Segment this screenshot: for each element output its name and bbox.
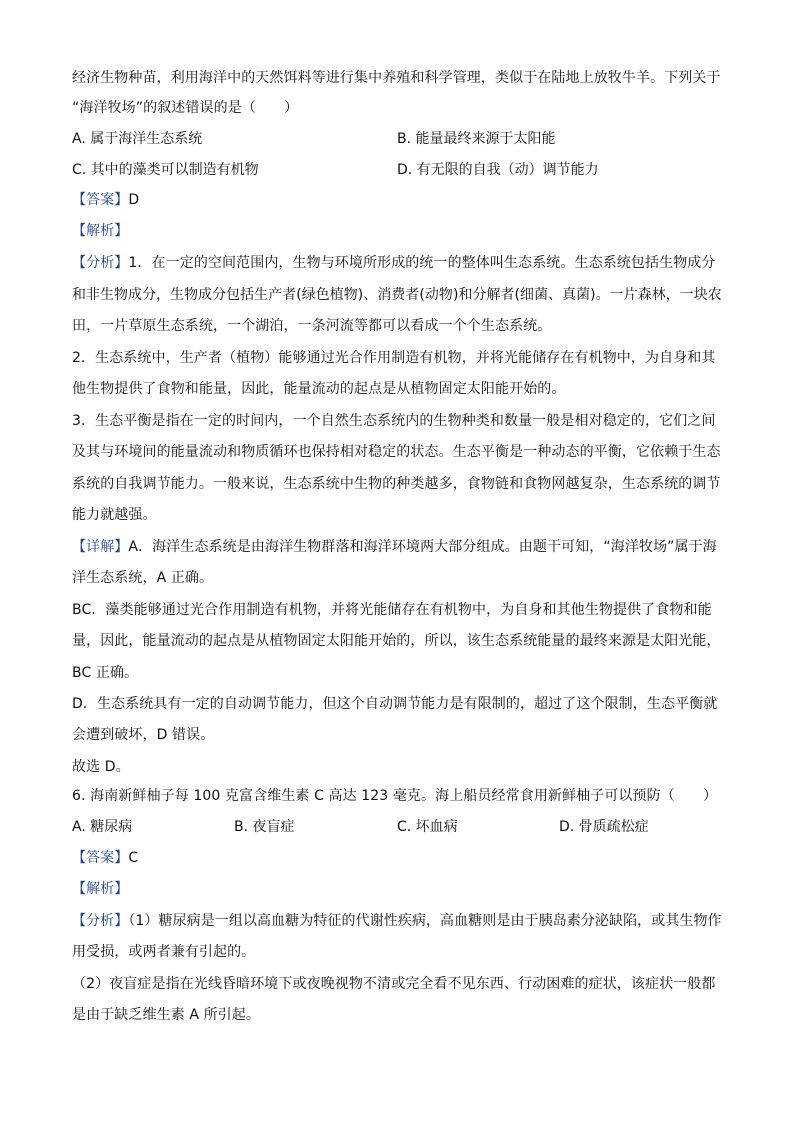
q5-fenxi-line-3: 田，一片草原生态系统，一个湖泊，一条河流等都可以看成一个个生态系统。 <box>72 318 552 334</box>
q5-fenxi-line-1 <box>72 253 716 273</box>
fenxi-tag: 【分析】 <box>72 913 129 929</box>
q6-option-a: A. 糖尿病 <box>72 819 133 835</box>
q5-fenxi-line-2: 和非生物成分，生物成分包括生产者(绿色植物)、消费者(动物)和分解者(细菌、真菌)。一片森林，一块农 <box>72 287 722 303</box>
q5-stem-line-2: “海洋牧场”的叙述错误的是（ ） <box>72 100 299 116</box>
q5-xiangjie-line-6: D．生态系统具有一定的自动调节能力，但这个自动调节能力是有限制的，超过了这个限制，生态平衡就 <box>72 696 718 712</box>
q6-answer-line <box>72 848 138 868</box>
q5-xiangjie-line-3: BC．藻类能够通过光合作用制造有机物，并将光能储存在有机物中，为自身和其他生物提供了食物和能 <box>72 602 712 618</box>
q6-fenxi-line-3: （2）夜盲症是指在光线昏暗环境下或夜晚视物不清或完全看不见东西、行动困难的症状，该症状一般都 <box>72 976 716 992</box>
q6-fenxi-line-2: 用受损，或两者兼有引起的。 <box>72 944 256 960</box>
answer-tag: 【答案】 <box>72 192 129 208</box>
q5-xiangjie-line-1 <box>72 537 717 557</box>
q5-xiangjie-line-5: BC 正确。 <box>72 665 139 681</box>
q5-option-a: A. 属于海洋生态系统 <box>72 131 203 147</box>
fenxi-text: （1）糖尿病是一组以高血糖为特征的代谢性疾病，高血糖则是由于胰岛素分泌缺陷，或其生物作 <box>128 913 722 929</box>
fenxi-text: 1．在一定的空间范围内，生物与环境所形成的统一的整体叫生态系统。生态系统包括生物成分 <box>128 255 716 271</box>
q5-fenxi-line-7: 及其与环境间的能量流动和物质循环也保持相对稳定的状态。生态平衡是一种动态的平衡，它依赖于生态 <box>72 444 721 460</box>
q5-xiangjie-line-4: 量，因此，能量流动的起点是从植物固定太阳能开始的，所以，该生态系统能量的最终来源是太阳光能， <box>72 633 721 649</box>
q5-option-b: B. 能量最终来源于太阳能 <box>397 131 556 147</box>
q6-fenxi-line-4: 是由于缺乏维生素 A 所引起。 <box>72 1007 260 1023</box>
q5-fenxi-line-8: 系统的自我调节能力。一般来说，生态系统中生物的种类越多，食物链和食物网越复杂，生态系统的调节 <box>72 476 721 492</box>
q5-option-d: D. 有无限的自我（动）调节能力 <box>397 162 599 178</box>
q5-stem-line-1: 经济生物种苗，利用海洋中的天然饵料等进行集中养殖和科学管理，类似于在陆地上放牧牛羊。下列关于 <box>72 70 721 86</box>
q5-fenxi-line-5: 他生物提供了食物和能量，因此，能量流动的起点是从植物固定太阳能开始的。 <box>72 381 566 397</box>
q6-option-c: C. 坏血病 <box>397 819 458 835</box>
q5-fenxi-line-9: 能力就越强。 <box>72 507 157 523</box>
fenxi-tag: 【分析】 <box>72 255 129 271</box>
analysis-tag: 【解析】 <box>72 223 129 239</box>
q6-option-b: B. 夜盲症 <box>234 819 295 835</box>
xiangjie-tag: 【详解】 <box>72 539 129 555</box>
answer-value: C <box>128 850 139 866</box>
q5-option-c: C. 其中的藻类可以制造有机物 <box>72 162 259 178</box>
q6-fenxi-line-1 <box>72 911 722 931</box>
xiangjie-text: A．海洋生态系统是由海洋生物群落和海洋环境两大部分组成。由题干可知，“海洋牧场”属于海 <box>128 539 717 555</box>
q5-xiangjie-line-7: 会遭到破坏，D 错误。 <box>72 727 215 743</box>
answer-tag: 【答案】 <box>72 850 129 866</box>
q6-stem: 6. 海南新鲜柚子每 100 克富含维生素 C 高达 123 毫克。海上船员经常食用新鲜柚子可以预防（ ） <box>72 788 718 804</box>
q5-answer-line <box>72 190 139 210</box>
q5-fenxi-line-6: 3．生态平衡是指在一定的时间内，一个自然生态系统内的生物种类和数量一般是相对稳定的，它们之间 <box>72 413 716 429</box>
answer-value: D <box>128 192 140 208</box>
q5-xiangjie-line-2: 洋生态系统，A 正确。 <box>72 570 214 586</box>
q5-xiangjie-line-8: 故选 D。 <box>72 759 130 775</box>
q5-fenxi-line-4: 2．生态系统中，生产者（植物）能够通过光合作用制造有机物，并将光能储存在有机物中，为自身和其 <box>72 350 716 366</box>
q6-option-d: D. 骨质疏松症 <box>559 819 649 835</box>
analysis-tag: 【解析】 <box>72 881 129 897</box>
